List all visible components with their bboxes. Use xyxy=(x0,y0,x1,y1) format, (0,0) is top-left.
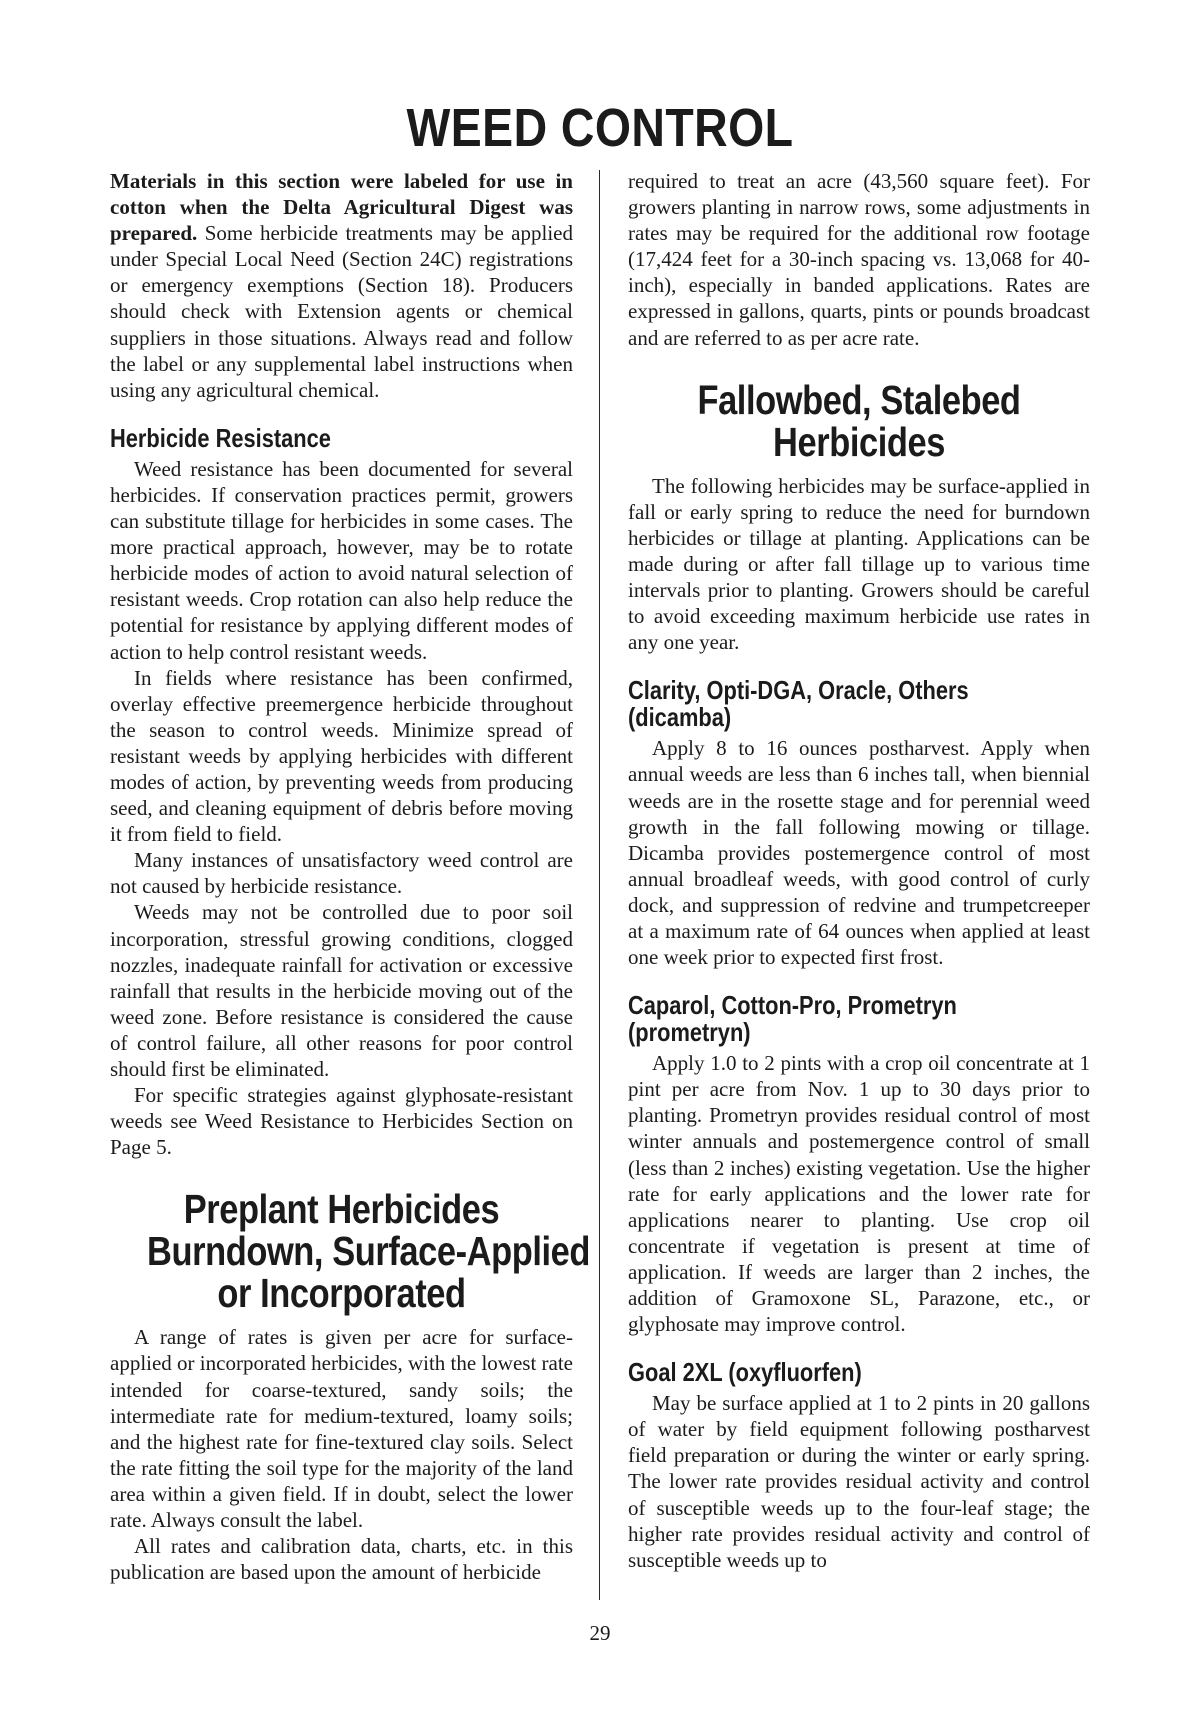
resistance-paragraph-2: In fields where resistance has been confirmed, overlay effective preemergence herbicide throughout the season to control weeds. Minimize spread of resistant weeds by applying herbicides with different modes of action, by preventing weeds from producing seed, and cleaning equipment of debris before moving it from field to field. xyxy=(110,665,573,847)
resistance-paragraph-4: Weeds may not be controlled due to poor soil incorporation, stressful growing conditions, clogged nozzles, inadequate rainfall for activation or excessive rainfall that results in the herbicide moving out of the weed zone. Before resistance is considered the cause of control failure, all other reasons for poor control should first be eliminated. xyxy=(110,900,573,1081)
heading-caparol xyxy=(628,992,1086,1046)
page-title: WEED CONTROL xyxy=(406,98,794,158)
preplant-paragraph-1: A range of rates is given per acre for surface-applied or incorporated herbicides, with the lowest rate intended for coarse-textured, sandy soils; the intermediate rate for medium-textured, loamy soils; and the highest rate for fine-textured clay soils. Select the rate fitting the soil type for the majority of the land area within a given field. If in doubt, select the lower rate. Always consult the label. xyxy=(110,1325,574,1533)
heading-fallowbed-line-1: Fallowbed, Stalebed xyxy=(697,376,1021,423)
heading-fallowbed-herbicides xyxy=(665,376,1053,465)
intro-text: Some herbicide treatments may be applied under Special Local Need (Section 24C) registrations or emergency exemptions (Section 18). Producers should check with Extension agents or chemical suppliers in those situations. Always read and follow the label or any supplemental label instructions when using any agricultural chemical. xyxy=(110,221,573,402)
heading-preplant-line-1: Preplant Herbicides xyxy=(183,1186,500,1233)
resistance-paragraph-3: Many instances of unsatisfactory weed control are not caused by herbicide resistance. xyxy=(110,848,573,899)
intro-paragraph xyxy=(110,168,573,403)
heading-caparol-line-2: (prometryn) xyxy=(628,1017,751,1048)
continued-paragraph: required to treat an acre (43,560 square feet). For growers planting in narrow rows, some adjustments in rates may be required for the additional row footage (17,424 feet for a 30-inch spacing vs. 13,068 for 40-inch), especially in banded applications. Rates are expressed in gallons, quarts, pints or pounds broadcast and are referred to as per acre rate. xyxy=(628,169,1090,350)
preplant-paragraph-2: All rates and calibration data, charts, etc. in this publication are based upon the amount of herbicide xyxy=(110,1534,573,1585)
heading-preplant-line-3: or Incorporated xyxy=(217,1270,466,1317)
page-number: 29 xyxy=(589,1621,611,1645)
column-divider xyxy=(599,170,600,1600)
heading-preplant-line-2: Burndown, Surface-Applied xyxy=(147,1228,591,1275)
goal-paragraph: May be surface applied at 1 to 2 pints in 20 gallons of water by field equipment following postharvest field preparation or during the winter or early spring. The lower rate provides residual activity and control of susceptible weeds up to the four-leaf stage; the higher rate provides residual activity and control of susceptible weeds up to xyxy=(628,1391,1090,1572)
heading-fallowbed-line-2: Herbicides xyxy=(773,418,945,465)
right-column xyxy=(628,168,1090,1573)
heading-goal: Goal 2XL (oxyfluorfen) xyxy=(628,1357,862,1388)
heading-preplant-herbicides xyxy=(147,1186,591,1317)
heading-herbicide-resistance: Herbicide Resistance xyxy=(110,422,331,453)
resistance-paragraph-5: For specific strategies against glyphosate-resistant weeds see Weed Resistance to Herbicides Section on Page 5. xyxy=(110,1083,573,1160)
heading-caparol-line-1: Caparol, Cotton-Pro, Prometryn xyxy=(628,990,957,1021)
heading-clarity-line-1: Clarity, Opti-DGA, Oracle, Others xyxy=(628,675,969,706)
intro-bold-text: Materials in this section were labeled for use in cotton when the Delta Agricultural Digest was prepared. xyxy=(110,169,573,246)
resistance-paragraph-1: Weed resistance has been documented for several herbicides. If conservation practices permit, growers can substitute tillage for herbicides in some cases. The more practical approach, however, may be to rotate herbicide modes of action to avoid natural selection of resistant weeds. Crop rotation can also help reduce the potential for resistance by applying different modes of action to help control resistant weeds. xyxy=(110,456,573,664)
clarity-paragraph: Apply 8 to 16 ounces postharvest. Apply when annual weeds are less than 6 inches tall, when biennial weeds are in the rosette stage and for perennial weed growth in the fall following mowing or tillage. Dicamba provides postemergence control of most annual broadleaf weeds, with good control of curly dock, and suppression of redvine and trumpetcreeper at a maximum rate of 64 ounces when applied at least one week prior to expected first frost. xyxy=(628,736,1090,970)
fallowbed-paragraph: The following herbicides may be surface-applied in fall or early spring to reduce the need for burndown herbicides or tillage at planting. Applications can be made during or after fall tillage up to various time intervals prior to planting. Growers should be careful to avoid exceeding maximum herbicide use rates in any one year. xyxy=(628,473,1090,655)
heading-clarity-line-2: (dicamba) xyxy=(628,702,732,733)
left-column xyxy=(110,168,591,1585)
heading-clarity xyxy=(628,677,1086,731)
caparol-paragraph: Apply 1.0 to 2 pints with a crop oil concentrate at 1 pint per acre from Nov. 1 up to 30 days prior to planting. Prometryn provides residual control of most winter annuals and postemergence control of small (less than 2 inches) existing vegetation. Use the higher rate for early applications and the lower rate for applications nearer to planting. Use crop oil concentrate if vegetation is present at time of application. If weeds are larger than 2 inches, the addition of Gramoxone SL, Parazone, etc., or glyphosate may improve control. xyxy=(628,1051,1090,1337)
